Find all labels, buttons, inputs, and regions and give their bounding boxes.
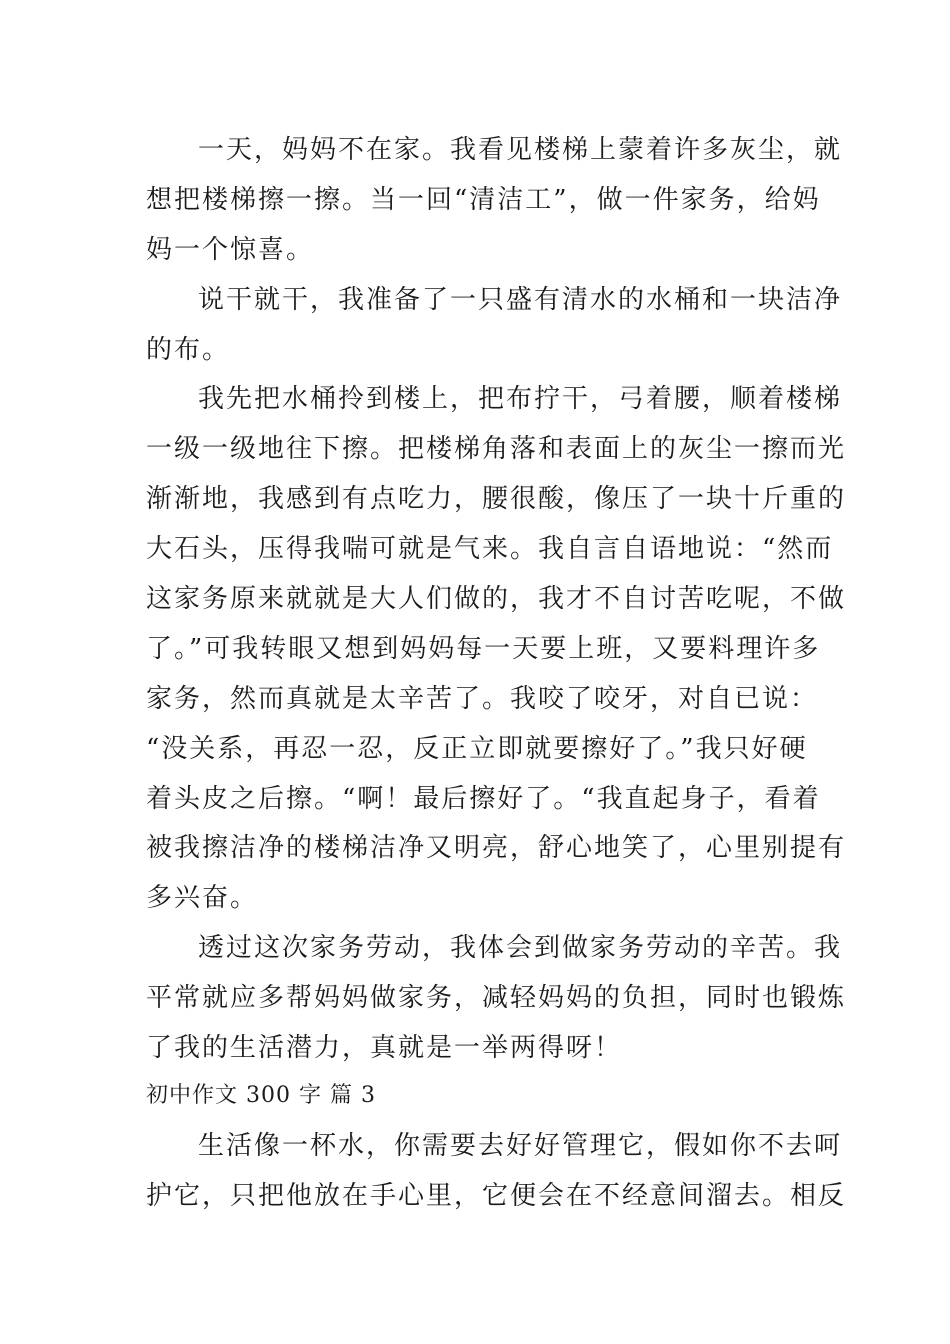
paragraph-1-line-3: 妈一个惊喜。 xyxy=(146,235,315,265)
paragraph-4-line-1: 透过这次家务劳动，我体会到做家务劳动的辛苦。我 xyxy=(198,933,843,963)
paragraph-3-line-6: 了。”可我转眼又想到妈妈每一天要上班，又要料理许多 xyxy=(146,634,821,664)
paragraph-3-line-11: 多兴奋。 xyxy=(146,883,259,913)
paragraph-4-line-2: 平常就应多帮妈妈做家务，减轻妈妈的负担，同时也锻炼 xyxy=(146,983,847,1013)
paragraph-3-line-4: 大石头，压得我喘可就是气来。我自言自语地说：“然而 xyxy=(146,534,834,564)
paragraph-1-line-1: 一天，妈妈不在家。我看见楼梯上蒙着许多灰尘，就 xyxy=(198,135,843,165)
section-heading: 初中作文 300 字 篇 3 xyxy=(146,1083,376,1108)
paragraph-4-line-3: 了我的生活潜力，真就是一举两得呀！ xyxy=(146,1033,623,1063)
paragraph-3-line-2: 一级一级地往下擦。把楼梯角落和表面上的灰尘一擦而光 xyxy=(146,434,847,464)
paragraph-3-line-3: 渐渐地，我感到有点吃力，腰很酸，像压了一块十斤重的 xyxy=(146,484,847,514)
paragraph-5-line-1: 生活像一杯水，你需要去好好管理它，假如你不去呵 xyxy=(198,1131,843,1161)
paragraph-5-line-2: 护它，只把他放在手心里，它便会在不经意间溜去。相反 xyxy=(146,1181,847,1211)
paragraph-3-line-1: 我先把水桶拎到楼上，把布拧干，弓着腰，顺着楼梯 xyxy=(198,384,843,414)
paragraph-3-line-9: 着头皮之后擦。“啊！最后擦好了。“我直起身子，看着 xyxy=(146,784,821,814)
paragraph-1-line-2: 想把楼梯擦一擦。当一回“清洁工”，做一件家务，给妈 xyxy=(146,185,821,215)
paragraph-2-line-2: 的布。 xyxy=(146,335,231,365)
paragraph-3-line-8: “没关系，再忍一忍，反正立即就要擦好了。”我只好硬 xyxy=(146,734,808,764)
paragraph-3-line-7: 家务，然而真就是太辛苦了。我咬了咬牙，对自已说： xyxy=(146,684,819,714)
paragraph-3-line-5: 这家务原来就就是大人们做的，我才不自讨苦吃呢，不做 xyxy=(146,584,847,614)
paragraph-2-line-1: 说干就干，我准备了一只盛有清水的水桶和一块洁净 xyxy=(198,285,843,315)
paragraph-3-line-10: 被我擦洁净的楼梯洁净又明亮，舒心地笑了，心里别提有 xyxy=(146,833,847,863)
